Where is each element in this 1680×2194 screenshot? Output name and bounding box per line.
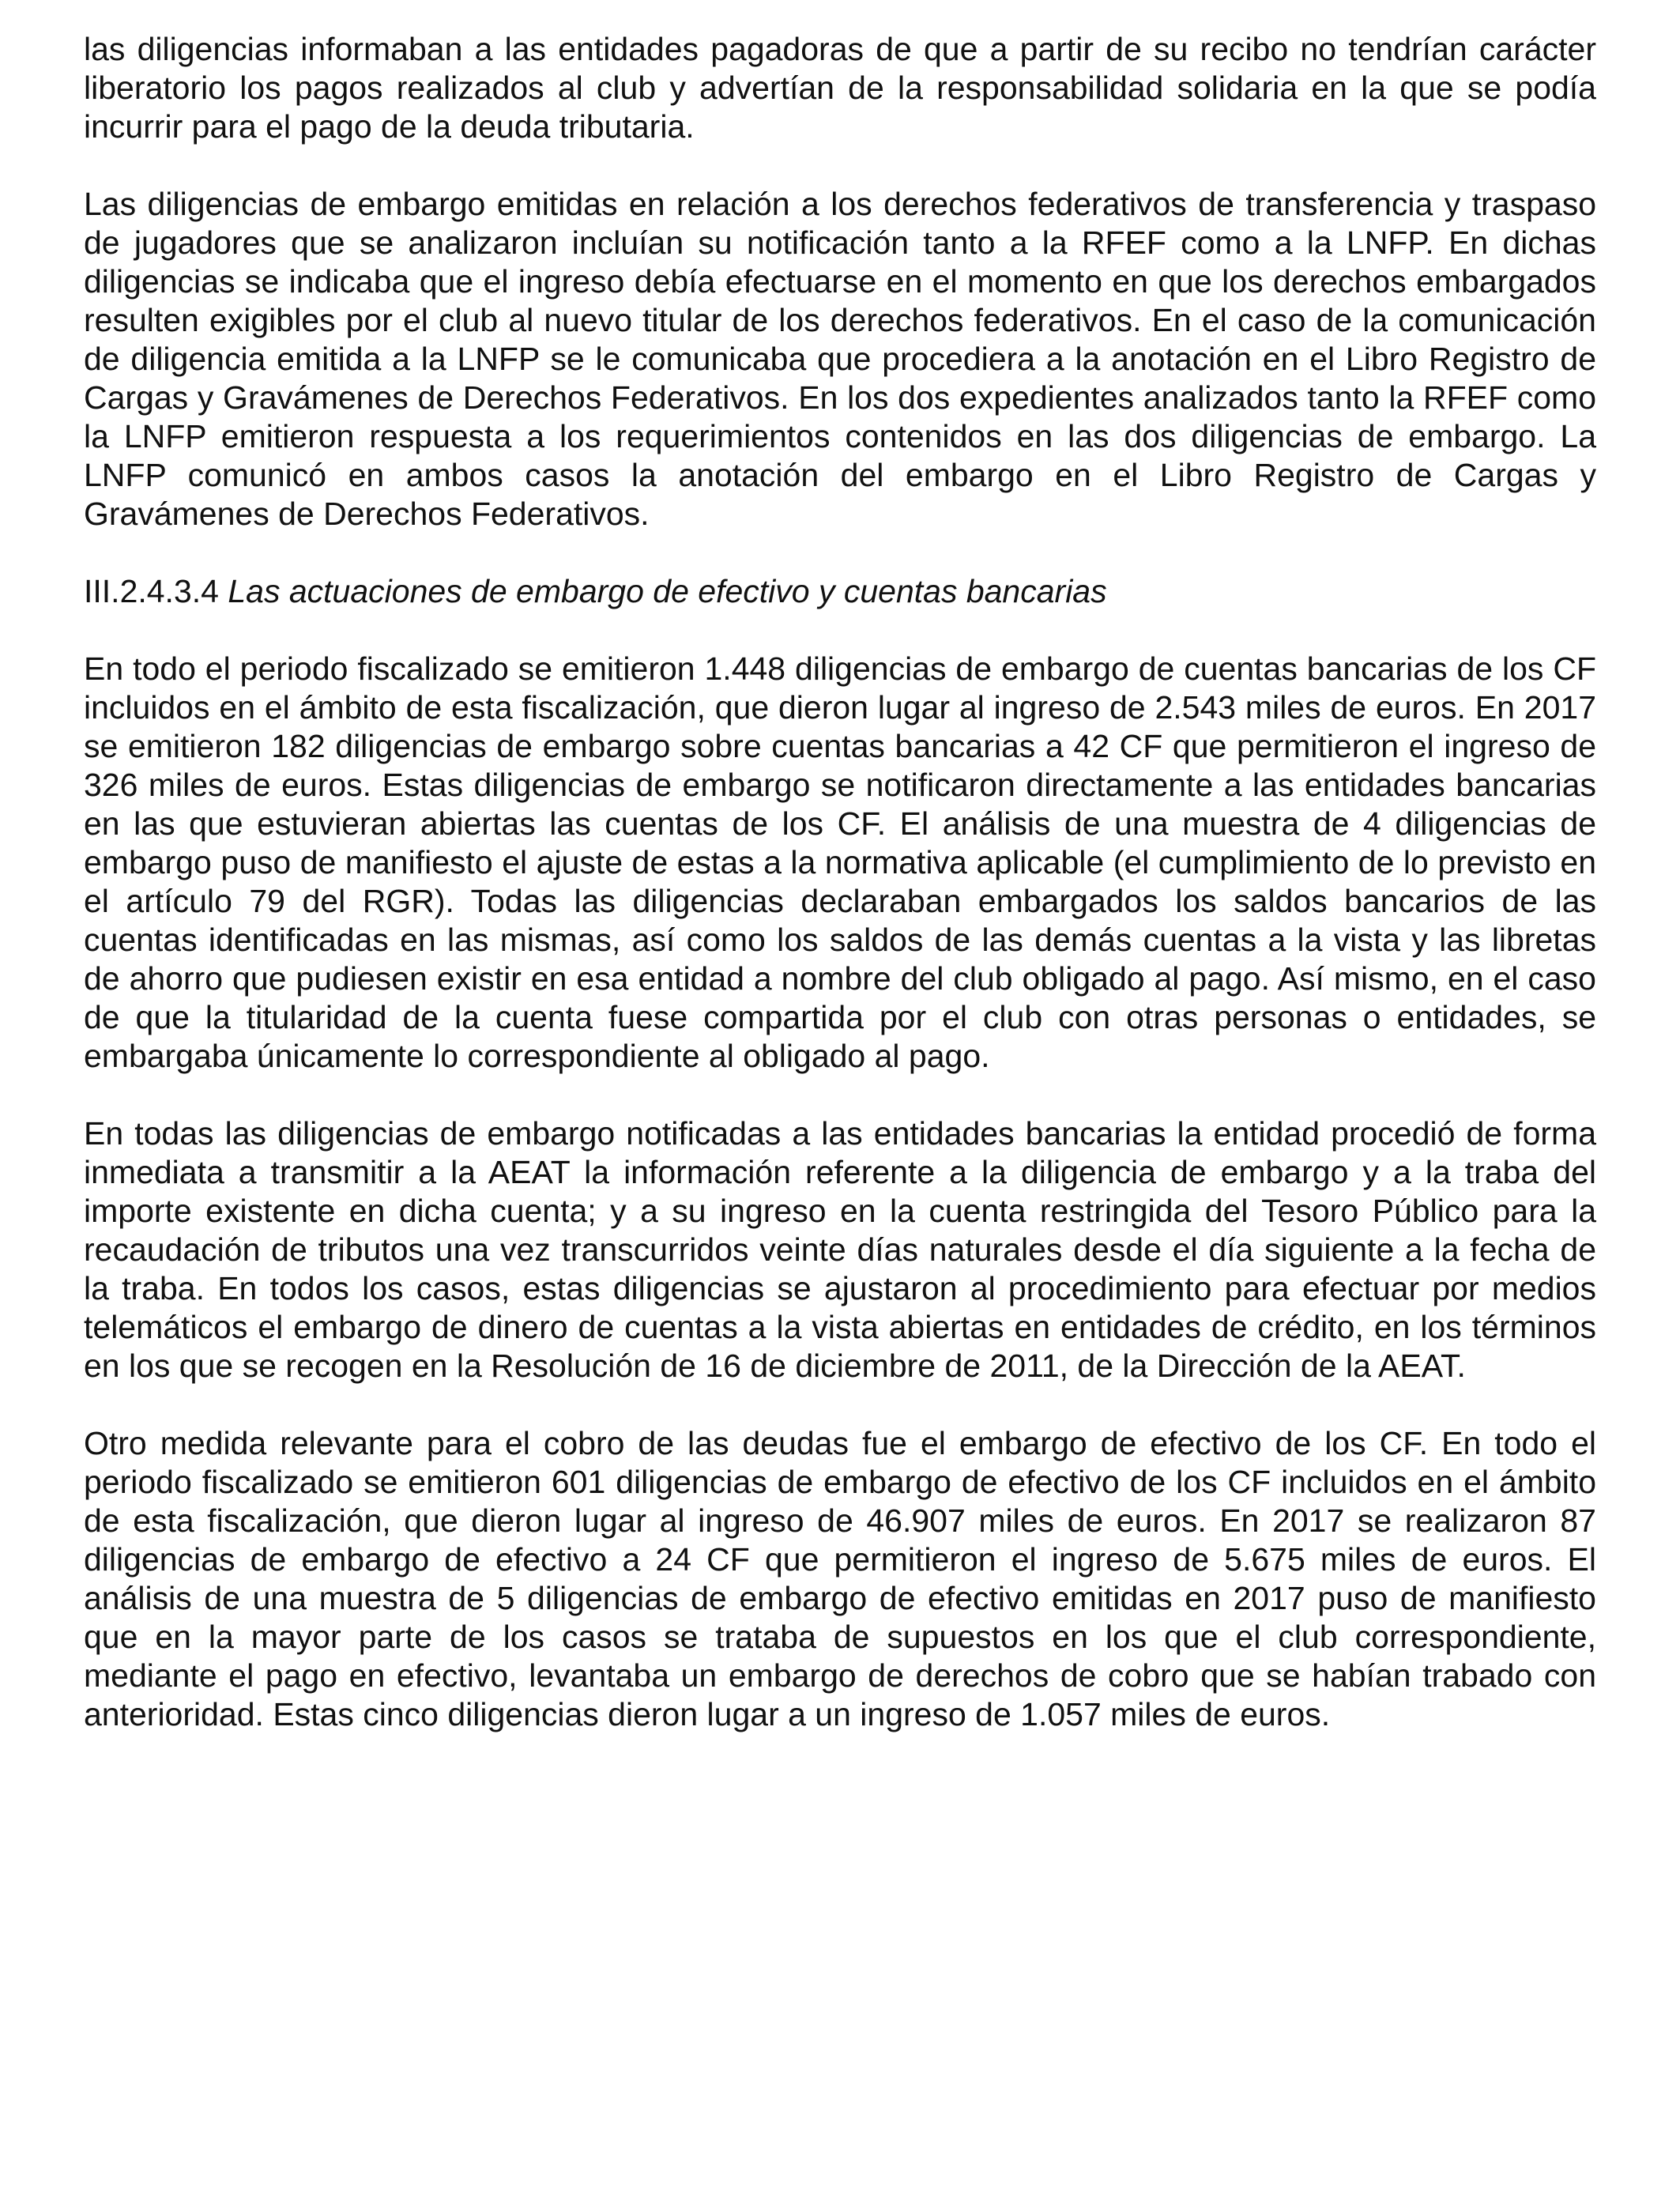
paragraph-diligencias-pagadoras: las diligencias informaban a las entidades pagadoras de que a partir de su recibo no tendrían carácter liberatorio los pagos realizados al club y advertían de la responsabilidad solidaria en la que se podía incurrir para el pago de la deuda tributaria. bbox=[84, 31, 1596, 145]
paragraph-derechos-federativos: Las diligencias de embargo emitidas en relación a los derechos federativos de transferencia y traspaso de jugadores que se analizaron incluían su notificación tanto a la RFEF como a la LNFP. En dichas diligencias se indicaba que el ingreso debía efectuarse en el momento en que los derechos embargados resulten exigibles por el club al nuevo titular de los derechos federativos. En el caso de la comunicación de diligencia emitida a la LNFP se le comunicaba que procediera a la anotación en el Libro Registro de Cargas y Gravámenes de Derechos Federativos. En los dos expedientes analizados tanto la RFEF como la LNFP emitieron respuesta a los requerimientos contenidos en las dos diligencias de embargo. La LNFP comunicó en ambos casos la anotación del embargo en el Libro Registro de Cargas y Gravámenes de Derechos Federativos. bbox=[84, 186, 1596, 532]
paragraph-cuentas-bancarias: En todo el periodo fiscalizado se emitieron 1.448 diligencias de embargo de cuentas bancarias de los CF incluidos en el ámbito de esta fiscalización, que dieron lugar al ingreso de 2.543 miles de euros. En 2017 se emitieron 182 diligencias de embargo sobre cuentas bancarias a 42 CF que permitieron el ingreso de 326 miles de euros. Estas diligencias de embargo se notificaron directamente a las entidades bancarias en las que estuvieran abiertas las cuentas de los CF. El análisis de una muestra de 4 diligencias de embargo puso de manifiesto el ajuste de estas a la normativa aplicable (el cumplimiento de lo previsto en el artículo 79 del RGR). Todas las diligencias declaraban embargados los saldos bancarios de las cuentas identificadas en las mismas, así como los saldos de las demás cuentas a la vista y las libretas de ahorro que pudiesen existir en esa entidad a nombre del club obligado al pago. Así mismo, en el caso de que la titularidad de la cuenta fuese compartida por el club con otras personas o entidades, se embargaba únicamente lo correspondiente al obligado al pago. bbox=[84, 650, 1596, 1074]
paragraph-entidades-bancarias: En todas las diligencias de embargo notificadas a las entidades bancarias la entidad procedió de forma inmediata a transmitir a la AEAT la información referente a la diligencia de embargo y a la traba del importe existente en dicha cuenta; y a su ingreso en la cuenta restringida del Tesoro Público para la recaudación de tributos una vez transcurridos veinte días naturales desde el día siguiente a la fecha de la traba. En todos los casos, estas diligencias se ajustaron al procedimiento para efectuar por medios telemáticos el embargo de dinero de cuentas a la vista abiertas en entidades de crédito, en los términos en los que se recogen en la Resolución de 16 de diciembre de 2011, de la Dirección de la AEAT. bbox=[84, 1115, 1596, 1384]
paragraph-embargo-efectivo: Otro medida relevante para el cobro de las deudas fue el embargo de efectivo de los CF. En todo el periodo fiscalizado se emitieron 601 diligencias de embargo de efectivo de los CF incluidos en el ámbito de esta fiscalización, que dieron lugar al ingreso de 46.907 miles de euros. En 2017 se realizaron 87 diligencias de embargo de efectivo a 24 CF que permitieron el ingreso de 5.675 miles de euros. El análisis de una muestra de 5 diligencias de embargo de efectivo emitidas en 2017 puso de manifiesto que en la mayor parte de los casos se trataba de supuestos en los que el club correspondiente, mediante el pago en efectivo, levantaba un embargo de derechos de cobro que se habían trabado con anterioridad. Estas cinco diligencias dieron lugar a un ingreso de 1.057 miles de euros. bbox=[84, 1425, 1596, 1732]
section-heading bbox=[84, 572, 1596, 611]
section-number: III.2.4.3.4 bbox=[84, 573, 219, 609]
document-page bbox=[84, 30, 1596, 1773]
section-title: Las actuaciones de embargo de efectivo y cuentas bancarias bbox=[228, 573, 1107, 609]
